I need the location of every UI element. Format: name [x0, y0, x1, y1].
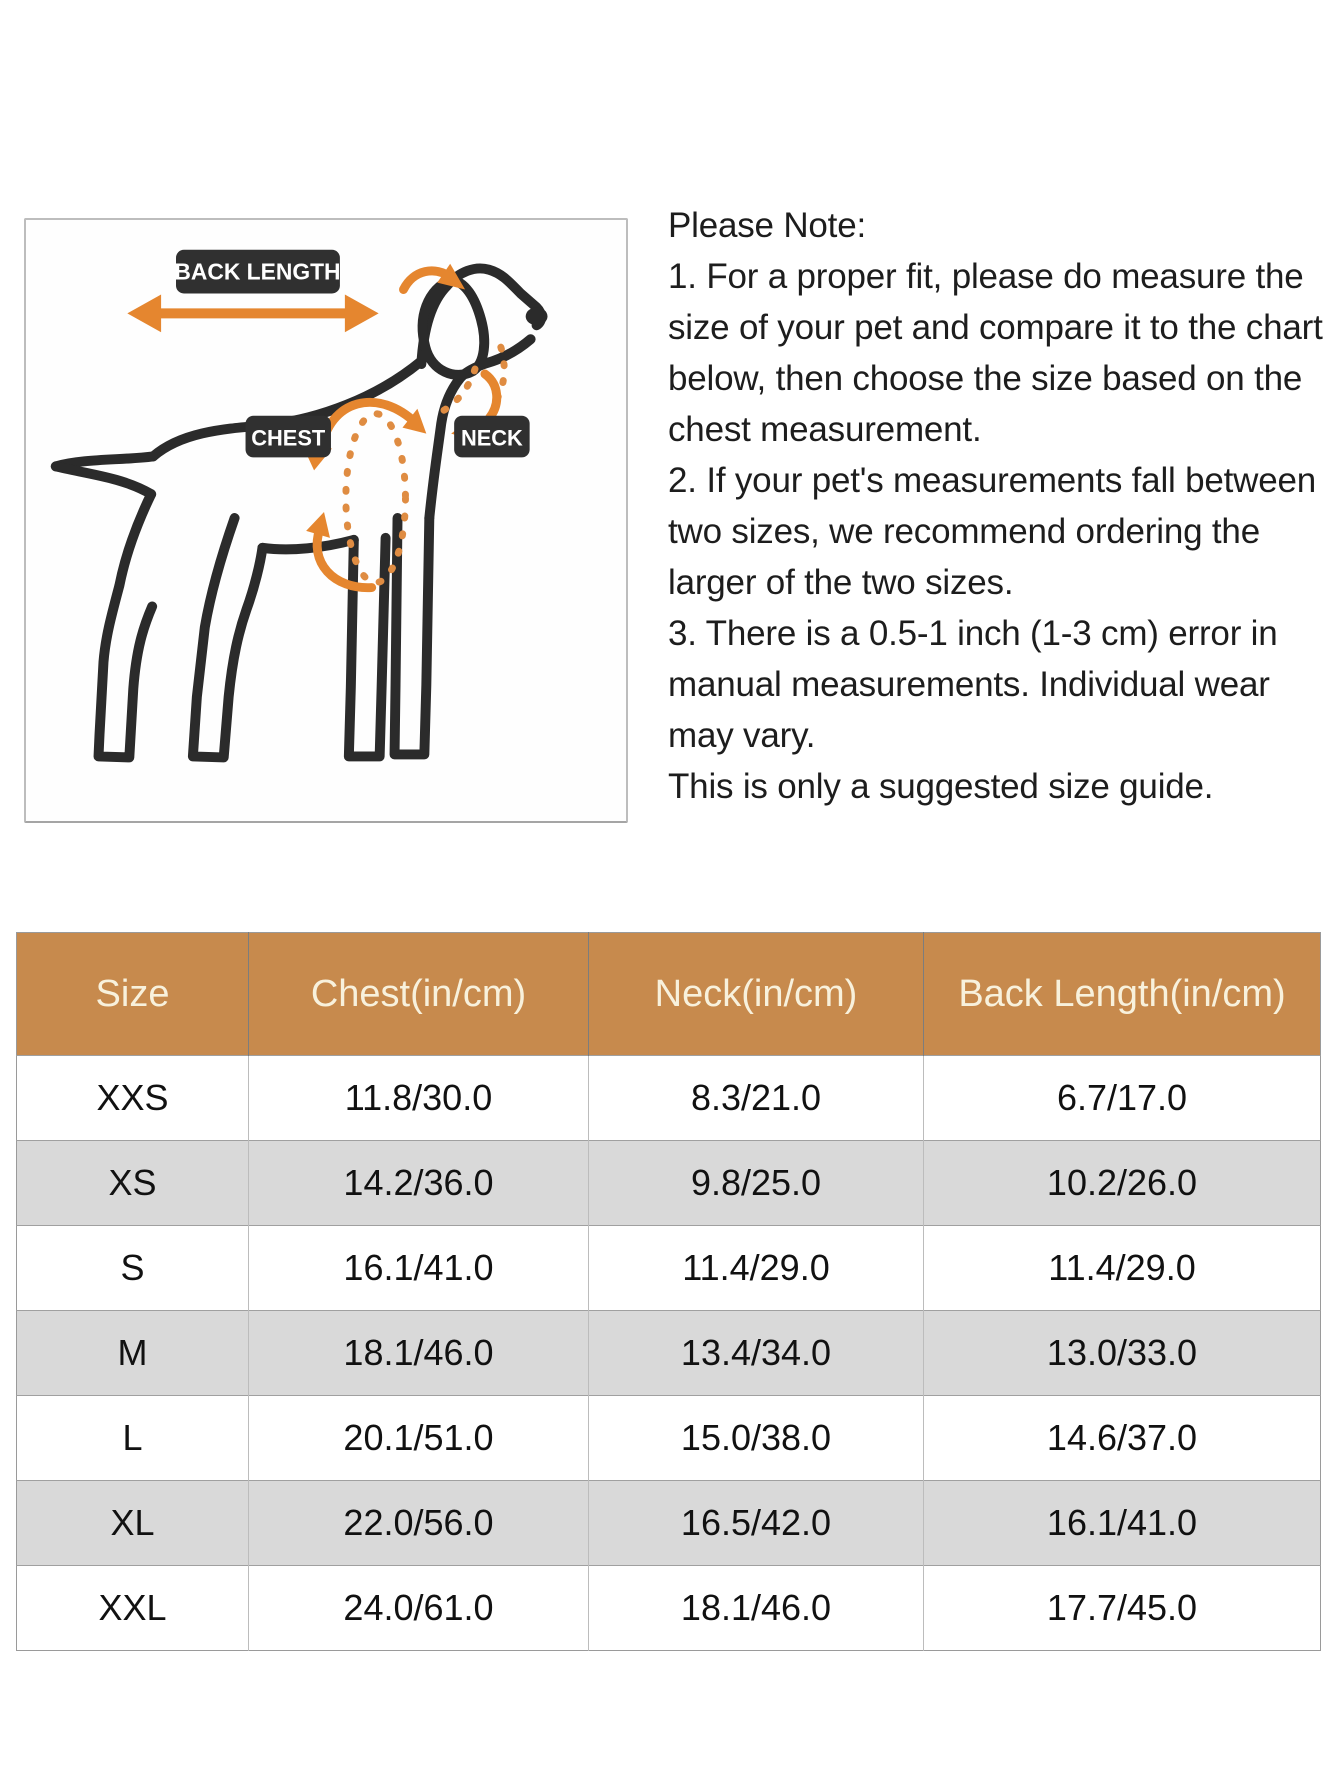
cell-chest: 22.0/56.0 — [249, 1481, 589, 1566]
cell-size: M — [17, 1311, 249, 1396]
table-row — [17, 1311, 1321, 1396]
cell-size: XXL — [17, 1566, 249, 1651]
dog-nose — [526, 307, 548, 325]
cell-size: L — [17, 1396, 249, 1481]
header-neck: Neck(in/cm) — [589, 933, 924, 1056]
svg-text:BACK LENGTH: BACK LENGTH — [174, 258, 341, 285]
cell-neck: 11.4/29.0 — [589, 1226, 924, 1311]
note-line: This is only a suggested size guide. — [668, 767, 1214, 806]
back-length-label — [174, 250, 340, 294]
note-line: two sizes, we recommend ordering the — [668, 512, 1260, 551]
cell-chest: 11.8/30.0 — [249, 1056, 589, 1141]
note-line: larger of the two sizes. — [668, 563, 1014, 602]
cell-neck: 15.0/38.0 — [589, 1396, 924, 1481]
note-line: size of your pet and compare it to the chart — [668, 308, 1323, 347]
dog-outline — [56, 268, 541, 757]
back-length-arrow — [127, 295, 378, 333]
cell-back: 11.4/29.0 — [924, 1226, 1321, 1311]
cell-chest: 20.1/51.0 — [249, 1396, 589, 1481]
cell-back: 6.7/17.0 — [924, 1056, 1321, 1141]
cell-size: XXS — [17, 1056, 249, 1141]
cell-neck: 9.8/25.0 — [589, 1141, 924, 1226]
table-row — [17, 1481, 1321, 1566]
chest-label — [246, 416, 331, 458]
svg-text:NECK: NECK — [460, 425, 523, 451]
cell-neck: 8.3/21.0 — [589, 1056, 924, 1141]
neck-label — [454, 416, 529, 458]
cell-back: 10.2/26.0 — [924, 1141, 1321, 1226]
table-row — [17, 1226, 1321, 1311]
cell-back: 16.1/41.0 — [924, 1481, 1321, 1566]
note-line: 1. For a proper fit, please do measure the — [668, 257, 1304, 296]
table-row — [17, 1396, 1321, 1481]
cell-back: 13.0/33.0 — [924, 1311, 1321, 1396]
cell-back: 14.6/37.0 — [924, 1396, 1321, 1481]
dog-measurement-illustration — [26, 220, 626, 821]
note-block — [668, 200, 1336, 812]
cell-chest: 18.1/46.0 — [249, 1311, 589, 1396]
cell-chest: 16.1/41.0 — [249, 1226, 589, 1311]
size-chart-table — [16, 932, 1321, 1651]
cell-back: 17.7/45.0 — [924, 1566, 1321, 1651]
cell-size: XS — [17, 1141, 249, 1226]
cell-neck: 18.1/46.0 — [589, 1566, 924, 1651]
cell-size: S — [17, 1226, 249, 1311]
header-back-length: Back Length(in/cm) — [924, 933, 1321, 1056]
note-line: below, then choose the size based on the — [668, 359, 1303, 398]
cell-size: XL — [17, 1481, 249, 1566]
table-header-row — [17, 933, 1321, 1056]
note-line: may vary. — [668, 716, 816, 755]
header-size: Size — [17, 933, 249, 1056]
table-row — [17, 1566, 1321, 1651]
note-title: Please Note: — [668, 206, 866, 245]
cell-neck: 16.5/42.0 — [589, 1481, 924, 1566]
measurement-diagram-panel — [24, 218, 628, 823]
header-chest: Chest(in/cm) — [249, 933, 589, 1056]
svg-text:CHEST: CHEST — [251, 425, 326, 451]
cell-chest: 24.0/61.0 — [249, 1566, 589, 1651]
cell-chest: 14.2/36.0 — [249, 1141, 589, 1226]
note-line: 3. There is a 0.5-1 inch (1-3 cm) error in — [668, 614, 1278, 653]
note-line: chest measurement. — [668, 410, 982, 449]
table-row — [17, 1141, 1321, 1226]
table-row — [17, 1056, 1321, 1141]
cell-neck: 13.4/34.0 — [589, 1311, 924, 1396]
note-line: manual measurements. Individual wear — [668, 665, 1270, 704]
note-line: 2. If your pet's measurements fall between — [668, 461, 1317, 500]
